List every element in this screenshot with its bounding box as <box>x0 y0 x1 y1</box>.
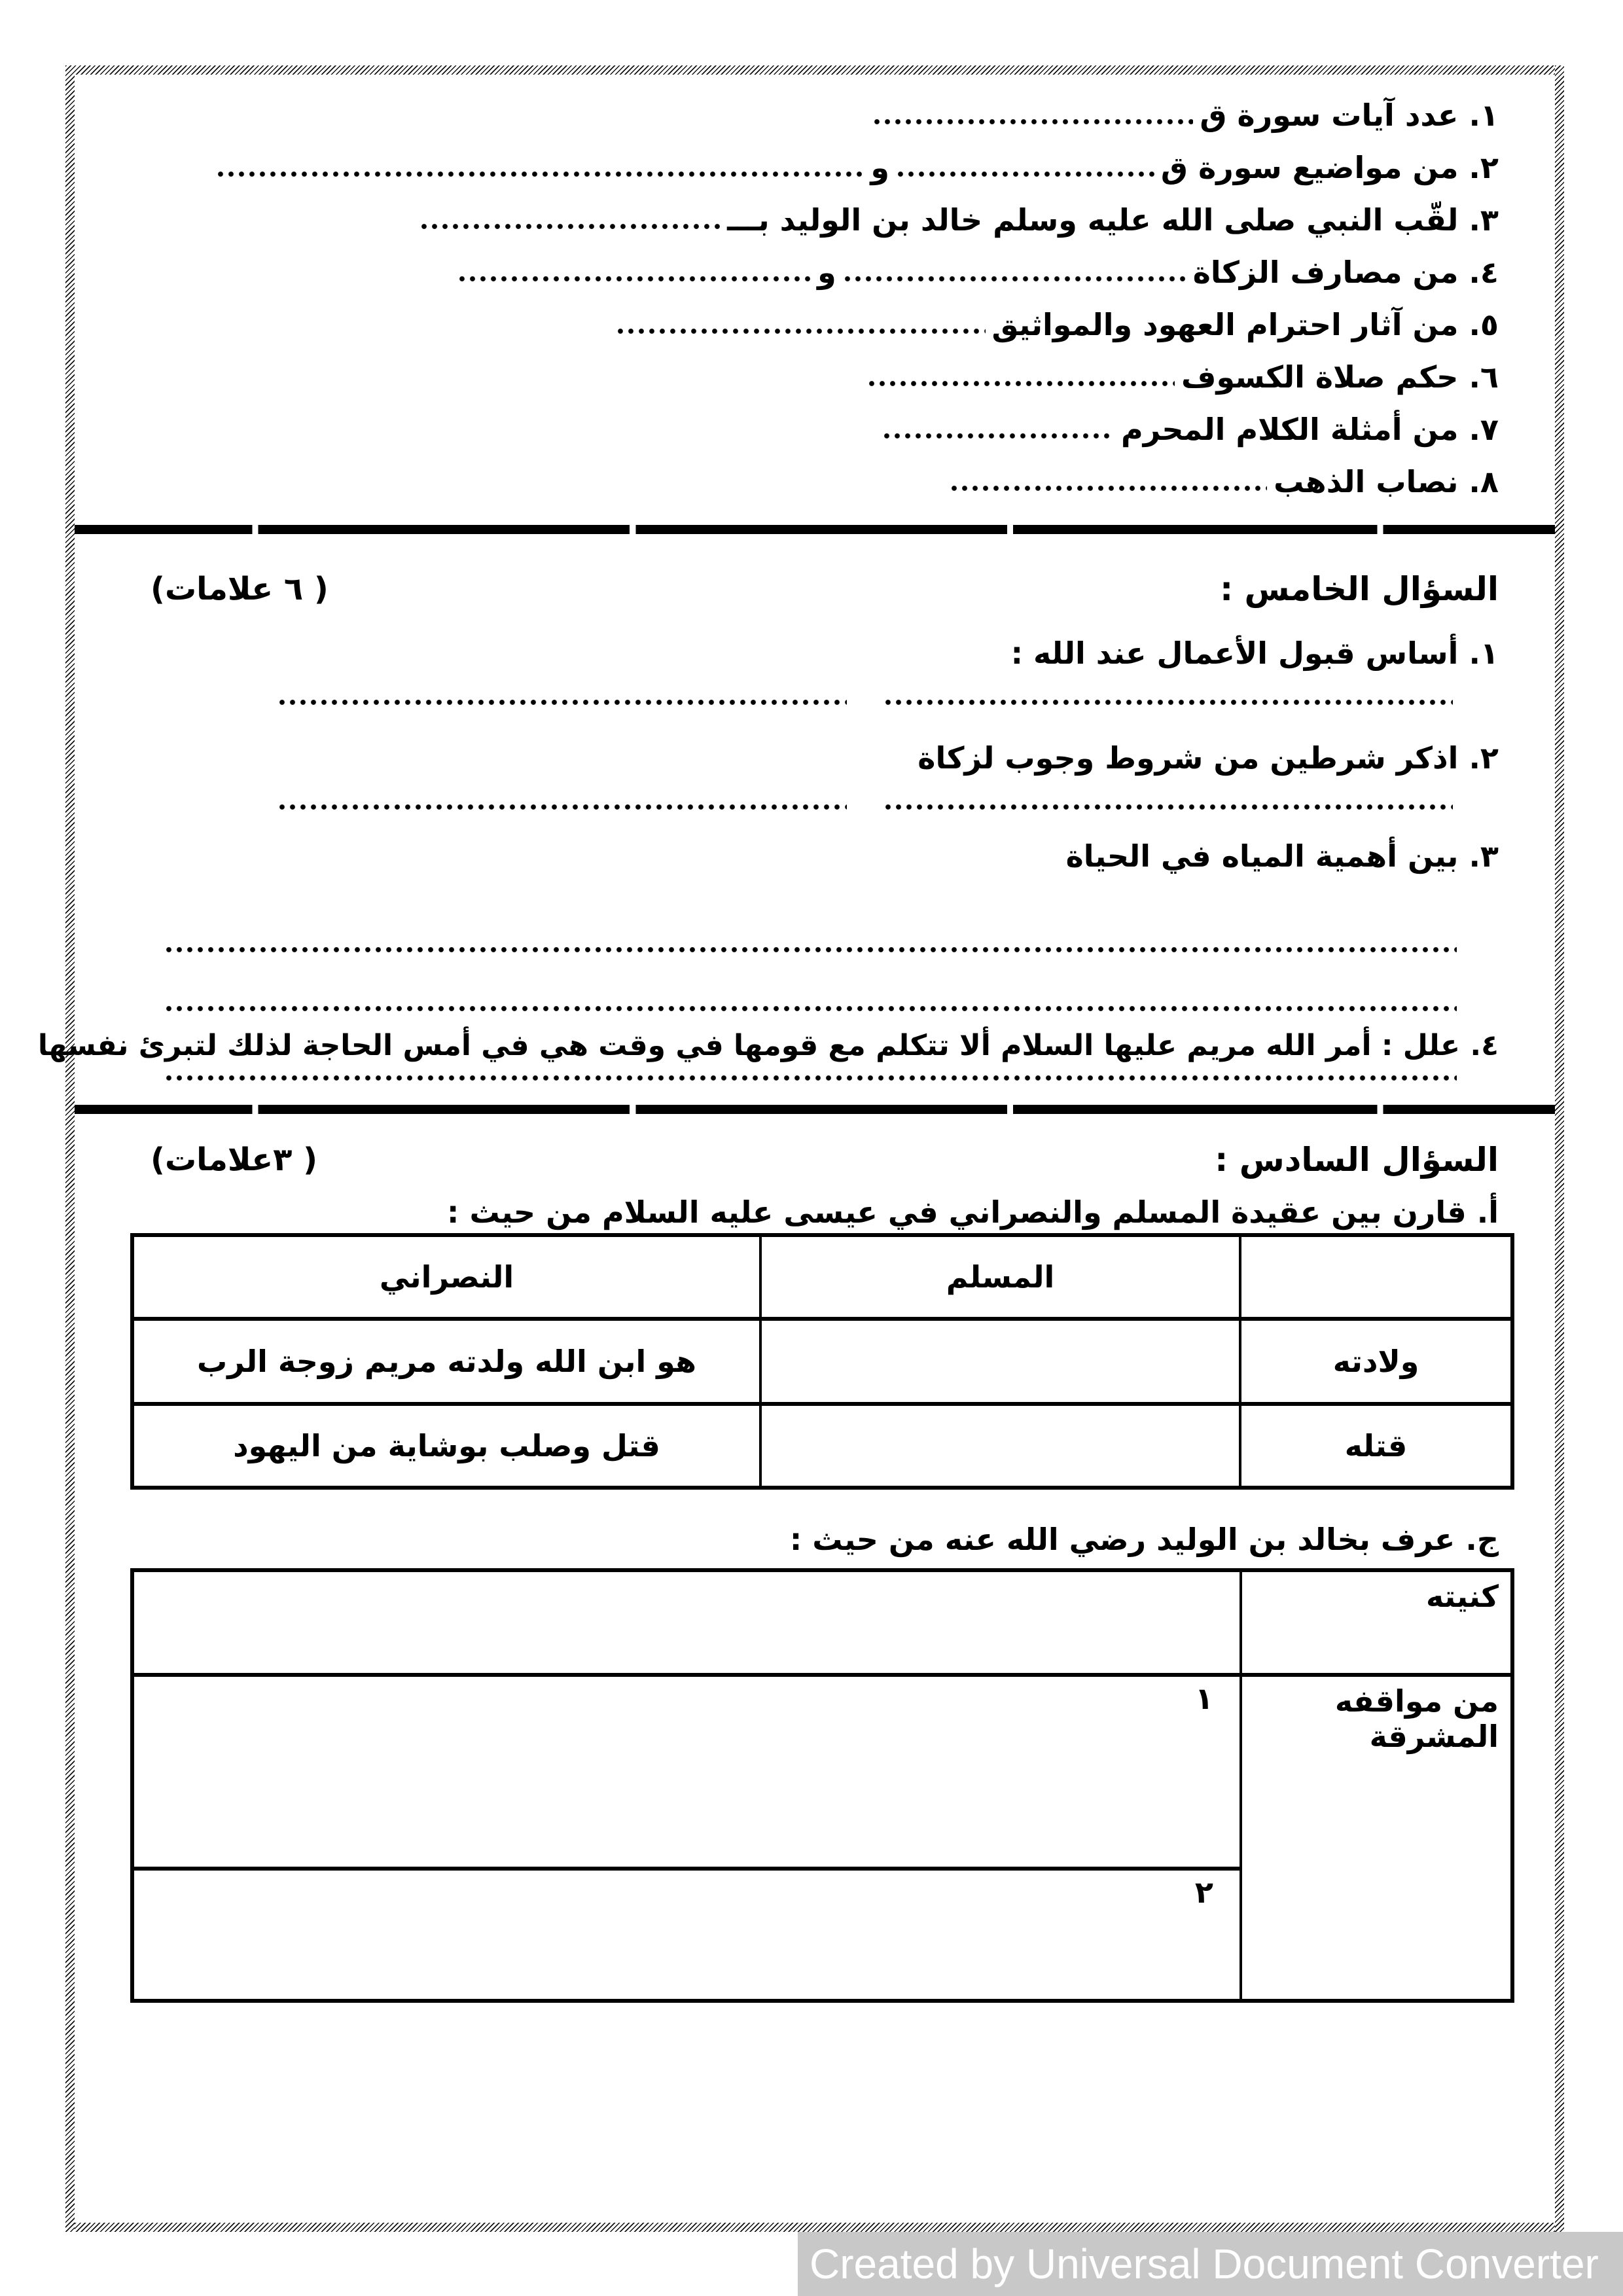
answer-blank <box>277 802 847 812</box>
table1-row2-label: قتله <box>1240 1404 1512 1488</box>
table2-position2-cell: ٢ <box>132 1869 1241 2001</box>
question6-header <box>75 1134 1555 1186</box>
table2-row1-label: كنيته <box>1241 1570 1512 1675</box>
page-border-top <box>65 65 1564 75</box>
fill-item-1 <box>75 89 1555 141</box>
q5-item-1-answer <box>277 698 1453 707</box>
answer-blank <box>872 118 1193 126</box>
q6-part-a: أ. قارن بين عقيدة المسلم والنصراني في عيسى عليه السلام من حيث : <box>447 1194 1499 1230</box>
fill-item-5-text: ٥. من آثار احترام العهود والمواثيق <box>991 307 1499 342</box>
table1-row1-label: ولادته <box>1240 1319 1512 1404</box>
fill-in-list <box>75 75 1555 508</box>
answer-blank <box>616 327 986 335</box>
answer-blank <box>164 1073 1457 1083</box>
answer-blank <box>950 484 1267 492</box>
fill-item-4-text: ٤. من مصارف الزكاة <box>1192 255 1499 290</box>
answer-blank <box>216 170 864 178</box>
q5-item-1: ١. أساس قبول الأعمال عند الله : <box>1010 636 1499 671</box>
page-border-right <box>1555 65 1564 2232</box>
table-header-row <box>132 1235 1512 1319</box>
table-row <box>132 1570 1512 1675</box>
answer-blank <box>843 275 1186 283</box>
question6-title: السؤال السادس : <box>1215 1141 1499 1179</box>
fill-item-4 <box>75 246 1555 298</box>
question5-marks-badge: ( ٦ علامات) <box>151 571 329 607</box>
table2-row1-answer-cell <box>132 1570 1241 1675</box>
fill-item-6-text: ٦. حكم صلاة الكسوف <box>1181 359 1499 395</box>
table2-position1-cell: ١ <box>132 1675 1241 1869</box>
fill-item-6 <box>75 351 1555 403</box>
answer-blank <box>882 432 1115 440</box>
table1-col-nasrani: النصراني <box>132 1235 760 1319</box>
q5-item-4: ٤. علل : أمر الله مريم عليها السلام ألا تتكلم مع قومها في وقت هي في أمس الحاجة لذلك لتبرئ نفسها <box>37 1029 1499 1062</box>
table-row <box>132 1319 1512 1404</box>
table-row <box>132 1404 1512 1488</box>
question5-title: السؤال الخامس : <box>1220 570 1499 608</box>
fill-item-5 <box>75 298 1555 351</box>
comparison-table <box>130 1233 1514 1490</box>
fill-item-8-text: ٨. نصاب الذهب <box>1274 464 1499 499</box>
fill-item-7-text: ٧. من أمثلة الكلام المحرم <box>1121 412 1499 447</box>
answer-blank <box>457 275 811 283</box>
table1-col-muslim: المسلم <box>760 1235 1240 1319</box>
question5-header <box>75 563 1555 615</box>
fill-item-7 <box>75 403 1555 456</box>
answer-blank <box>419 223 721 230</box>
connector-waw: و <box>817 255 836 290</box>
answer-blank <box>883 802 1453 812</box>
q6-part-j: ج. عرف بخالد بن الوليد رضي الله عنه من حيث : <box>789 1522 1499 1557</box>
fill-item-8 <box>75 456 1555 508</box>
table1-row2-muslim-cell <box>760 1404 1240 1488</box>
q5-item-2-answer <box>277 802 1453 812</box>
table1-row1-muslim-cell <box>760 1319 1240 1404</box>
page-border-left <box>65 65 75 2232</box>
q5-item-2: ٢. اذكر شرطين من شروط وجوب لزكاة <box>918 740 1499 776</box>
table1-row1-nasrani-cell: هو ابن الله ولدته مريم زوجة الرب <box>132 1319 760 1404</box>
answer-blank <box>896 170 1154 178</box>
answer-blank <box>277 698 847 707</box>
answer-blank <box>164 945 1457 954</box>
fill-item-2 <box>75 141 1555 194</box>
fill-item-3-text: ٣. لقّب النبي صلى الله عليه وسلم خالد بن الوليد بـــ <box>727 202 1499 238</box>
table-row <box>132 1675 1512 1869</box>
section-divider <box>75 525 1555 534</box>
page-content <box>37 75 1555 2223</box>
khalid-table <box>130 1568 1514 2003</box>
question6-marks-badge: ( ٣علامات) <box>151 1141 318 1178</box>
watermark-banner: Created by Universal Document Converter <box>798 2232 1623 2296</box>
table1-corner-cell <box>1240 1235 1512 1319</box>
answer-blank <box>164 1004 1457 1013</box>
connector-waw: و <box>870 150 889 185</box>
table2-row2-label: من مواقفه المشرقة <box>1241 1675 1512 2001</box>
answer-blank <box>883 698 1453 707</box>
table1-row2-nasrani-cell: قتل وصلب بوشاية من اليهود <box>132 1404 760 1488</box>
fill-item-2-text: ٢. من مواضيع سورة ق <box>1160 150 1499 185</box>
fill-item-3 <box>75 194 1555 246</box>
section-divider <box>75 1105 1555 1114</box>
q5-item-3: ٣. بين أهمية المياه في الحياة <box>1065 838 1499 874</box>
page-border-bottom <box>65 2223 1564 2232</box>
fill-item-1-text: ١. عدد آيات سورة ق <box>1200 98 1499 133</box>
answer-blank <box>867 380 1175 387</box>
